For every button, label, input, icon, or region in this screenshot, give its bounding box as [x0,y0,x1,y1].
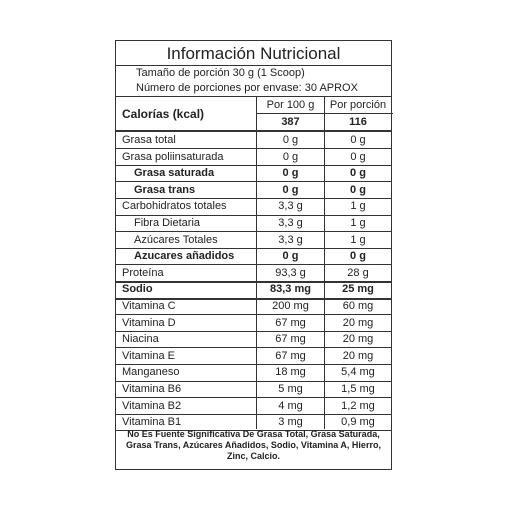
col-header-per100: Por 100 g [266,99,315,111]
serving-size: Tamaño de porción 30 g (1 Scoop) [136,67,305,79]
nutrient-value-perserving: 1,5 mg [341,383,375,395]
nutrient-value-per100: 4 mg [278,399,303,412]
footnote: No Es Fuente Significativa De Grasa Total, Grasa Saturada, Grasa Trans, Azúcares Añadidos, Sodio, Vitamina A, Hierro, Zinc, Calcio. [126,429,381,461]
nutrient-label: Sodio [122,283,153,296]
nutrient-value-per100: 18 mg [275,366,306,379]
nutrient-value-per100: 0 g [282,183,299,196]
nutrient-value-per100: 0 g [282,167,299,180]
nutrient-label: Fibra Dietaria [134,217,201,229]
nutrition-facts-panel [115,40,392,470]
nutrient-value-per100: 3,3 g [278,200,303,213]
nutrient-value-per100: 67 mg [275,316,306,329]
nutrient-value-perserving: 1 g [350,200,366,213]
nutrient-value-per100: 0 g [282,150,299,163]
nutrient-value-perserving: 0 g [350,150,366,163]
nutrient-label: Azucares añadidos [134,250,235,263]
nutrient-label: Niacina [122,333,159,346]
nutrient-label: Grasa total [122,134,176,146]
nutrient-value-per100: 3,3 g [278,233,303,246]
nutrient-value-perserving: 1 g [350,217,366,229]
nutrient-label: Vitamina B1 [122,416,182,429]
nutrient-value-per100: 83,3 mg [270,283,311,296]
nutrient-value-perserving: 1 g [350,233,366,246]
nutrient-value-per100: 0 g [282,134,299,146]
divider [116,65,391,66]
nutrient-value-perserving: 5,4 mg [341,366,375,379]
nutrient-value-per100: 200 mg [272,300,309,312]
nutrient-label: Vitamina B6 [122,383,182,395]
nutrient-value-per100: 3 mg [278,416,303,429]
calories-per100: 387 [281,116,300,128]
nutrient-value-per100: 0 g [282,250,299,263]
calories-perserving: 116 [349,116,367,128]
panel-title: Información Nutricional [166,44,341,63]
nutrient-value-perserving: 0 g [350,250,366,263]
nutrient-value-perserving: 0,9 mg [341,416,375,429]
nutrient-value-perserving: 28 g [347,266,369,279]
nutrient-value-perserving: 25 mg [342,283,374,296]
nutrient-label: Vitamina D [122,316,176,329]
nutrient-label: Azúcares Totales [134,233,218,246]
nutrient-value-perserving: 20 mg [342,333,374,346]
nutrient-value-per100: 93,3 g [275,266,306,279]
nutrient-label: Proteína [122,266,164,279]
nutrient-label: Grasa saturada [134,167,215,180]
nutrient-value-perserving: 0 g [350,183,366,196]
nutrient-value-perserving: 0 g [350,134,366,146]
nutrient-value-per100: 3,3 g [278,217,303,229]
nutrient-label: Grasa poliinsaturada [122,150,224,163]
calories-label: Calorías (kcal) [122,107,205,121]
nutrient-label: Vitamina C [122,300,176,312]
nutrient-label: Vitamina E [122,349,175,362]
nutrient-value-perserving: 20 mg [342,316,374,329]
nutrient-label: Grasa trans [134,183,196,196]
nutrient-label: Carbohidratos totales [122,200,227,213]
nutrient-value-perserving: 20 mg [342,349,374,362]
nutrient-value-per100: 5 mg [278,383,303,395]
nutrient-label: Vitamina B2 [122,399,182,412]
nutrient-value-perserving: 60 mg [342,300,374,312]
nutrient-value-per100: 67 mg [275,349,306,362]
nutrient-label: Manganeso [122,366,180,379]
nutrient-value-per100: 67 mg [275,333,306,346]
nutrient-value-perserving: 1,2 mg [341,399,375,412]
nutrient-value-perserving: 0 g [350,167,366,180]
col-header-perserving: Por porción [329,99,387,111]
servings-per-container: Número de porciones por envase: 30 APROX [136,82,358,94]
